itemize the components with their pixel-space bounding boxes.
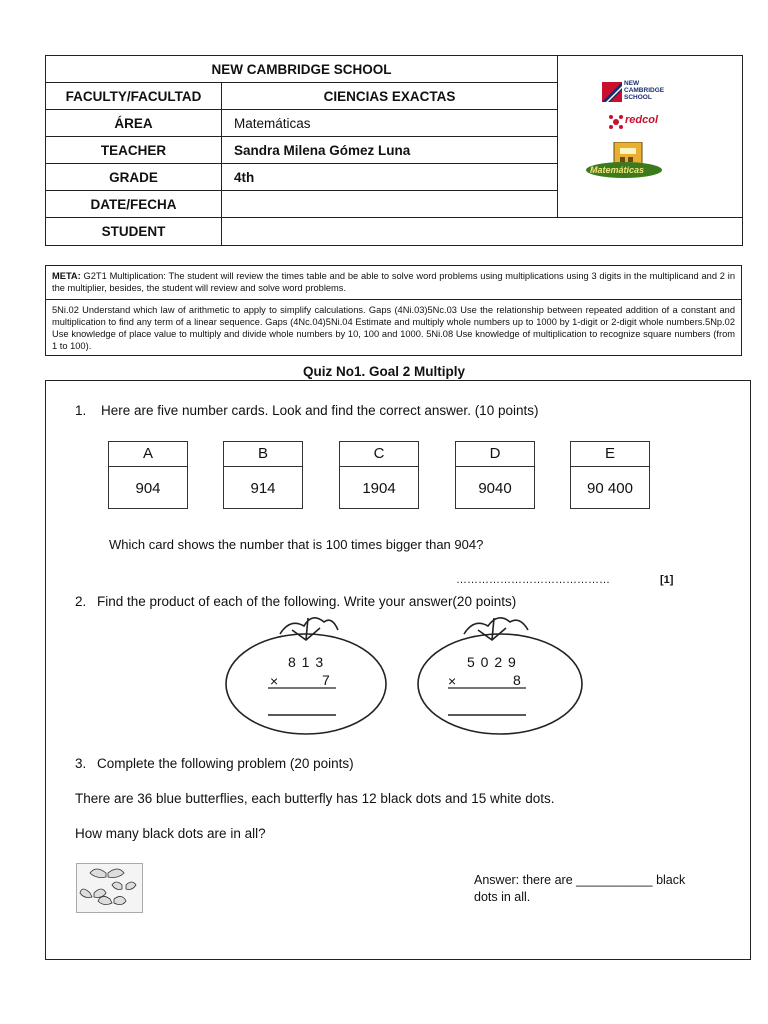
q3-answer-line2: dots in all. xyxy=(474,890,531,904)
grade-value: 4th xyxy=(222,164,558,191)
problem-1-top: 8 1 3 xyxy=(288,654,325,670)
problem-2-top: 5 0 2 9 xyxy=(467,654,517,670)
matematicas-logo-icon xyxy=(584,142,664,182)
meta-standards: 5Ni.02 Understand which law of arithmetic to apply to simplify calculations. Gaps (4Ni.03)5Nc.03 Use the relationship between repeated addition of a constant and multiplication to find any term of a linear sequence. Gaps (4Nc.04)5Ni.04 Estimate and multiply whole numbers up to 1000 by 1-digit or 2-digit whole numbers.5Np.02 Use knowledge of place value to multiply and divide whole numbers by 10, 100 and 1000. 5Ni.08 Use knowledge of multiplication to recognize square numbers (from 1 to 100). xyxy=(52,305,735,351)
logos-cell xyxy=(558,56,743,218)
area-label: ÁREA xyxy=(46,110,222,137)
redcol-logo xyxy=(608,114,688,130)
card-c xyxy=(339,441,419,509)
matematicas-logo xyxy=(584,142,664,182)
q2-text: Find the product of each of the following. Write your answer(20 points) xyxy=(97,594,517,609)
date-field[interactable] xyxy=(222,191,558,218)
card-letter: B xyxy=(224,442,302,467)
tomato-right-icon xyxy=(418,618,582,734)
school-logo-text-1: NEW xyxy=(624,80,640,87)
tomato-left-icon xyxy=(226,618,386,734)
q1-text: Here are five number cards. Look and find the correct answer. (10 points) xyxy=(101,403,539,418)
school-name: NEW CAMBRIDGE SCHOOL xyxy=(46,56,558,83)
card-b xyxy=(223,441,303,509)
meta-label: META: xyxy=(52,271,81,281)
redcol-logo-icon xyxy=(608,114,624,130)
q3-line1: There are 36 blue butterflies, each butterfly has 12 black dots and 15 white dots. xyxy=(75,791,555,806)
school-logo-text-3: SCHOOL xyxy=(624,94,652,101)
date-label: DATE/FECHA xyxy=(46,191,222,218)
card-letter: E xyxy=(571,442,649,467)
student-label: STUDENT xyxy=(46,218,222,246)
teacher-value: Sandra Milena Gómez Luna xyxy=(222,137,558,164)
meta-goal xyxy=(46,266,741,300)
butterflies-image xyxy=(76,863,146,913)
q3-line2: How many black dots are in all? xyxy=(75,826,266,841)
grade-label: GRADE xyxy=(46,164,222,191)
matematicas-logo-text: Matemáticas xyxy=(590,165,645,175)
card-value: 1904 xyxy=(362,480,396,497)
card-letter: D xyxy=(456,442,534,467)
q3-number: 3. xyxy=(75,756,87,771)
faculty-value: CIENCIAS EXACTAS xyxy=(222,83,558,110)
card-letter: A xyxy=(109,442,187,467)
problem-2-operator: × xyxy=(448,673,457,689)
card-letter: C xyxy=(340,442,418,467)
student-field[interactable] xyxy=(222,218,743,246)
school-logo-icon xyxy=(602,82,622,102)
header-table xyxy=(45,55,743,246)
card-d xyxy=(455,441,535,509)
q3-text: Complete the following problem (20 points) xyxy=(97,756,354,771)
card-value: 904 xyxy=(135,480,161,497)
faculty-label: FACULTY/FACULTAD xyxy=(46,83,222,110)
area-value: Matemáticas xyxy=(222,110,558,137)
card-value: 9040 xyxy=(478,480,512,497)
q3-answer-line1: Answer: there are ___________ black xyxy=(474,873,686,887)
school-logo-text-2: CAMBRIDGE xyxy=(624,87,665,94)
problem-2-bottom: 8 xyxy=(513,672,521,688)
q1-answer-line[interactable]: …………………………………… xyxy=(456,574,610,586)
q1-mark: [1] xyxy=(660,574,674,586)
card-value: 90 400 xyxy=(587,480,633,497)
redcol-logo-text: redcol xyxy=(625,114,659,126)
teacher-label: TEACHER xyxy=(46,137,222,164)
quiz-title: Quiz No1. Goal 2 Multiply xyxy=(302,364,465,379)
q1-number: 1. xyxy=(75,403,87,418)
q2-number: 2. xyxy=(75,594,87,609)
school-logo xyxy=(602,80,682,104)
problem-1-operator: × xyxy=(270,673,279,689)
q1-question: Which card shows the number that is 100 times bigger than 904? xyxy=(109,537,484,552)
card-a xyxy=(108,441,188,509)
meta-box xyxy=(45,265,742,356)
meta-text: G2T1 Multiplication: The student will review the times table and be able to solve word problems using multiplications using 3 digits in the multiplicand and 2 in the multiplier, besides, the student will review and solve word problems. xyxy=(52,271,735,293)
card-value: 914 xyxy=(250,480,276,497)
problem-1-bottom: 7 xyxy=(322,672,330,688)
card-e xyxy=(570,441,650,509)
